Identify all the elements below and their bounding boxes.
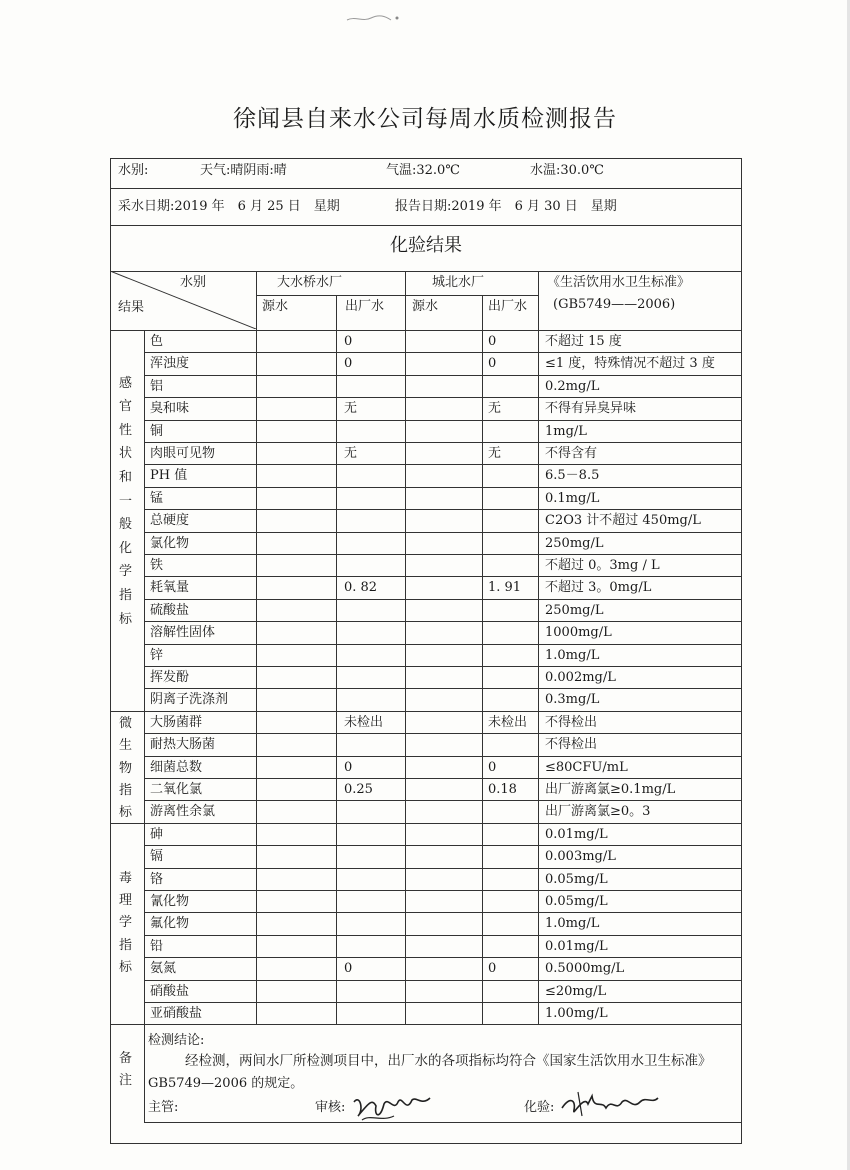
grid-line (336, 295, 337, 1024)
grid-line (405, 271, 406, 1024)
grid-line (144, 330, 145, 1122)
item-name: 氨氮 (150, 961, 177, 977)
standard-value: ≤20mg/L (545, 983, 607, 999)
grid-line (110, 225, 742, 226)
standard-value: 1.00mg/L (545, 1006, 608, 1021)
grid-line (144, 621, 742, 622)
item-name: 氰化物 (150, 894, 190, 909)
item-name: 硫酸盐 (150, 602, 190, 618)
grid-line (144, 509, 742, 510)
header-p1-source: 源水 (262, 299, 289, 314)
item-name: 铜 (150, 423, 164, 439)
standard-value: 不超过 0。3mg / L (545, 558, 660, 573)
grid-line (144, 1002, 742, 1003)
grid-line (144, 957, 742, 958)
grid-line (144, 912, 742, 913)
plant2-outlet-value: 0 (488, 961, 497, 977)
grid-line (144, 554, 742, 555)
plant1-outlet-value: 0. 82 (344, 580, 378, 596)
standard-value: 250mg/L (545, 602, 604, 618)
header-standard-code: (GB5749——2006) (553, 297, 676, 312)
report-date: 报告日期:2019 年 6 月 30 日 星期 (395, 199, 617, 214)
plant2-outlet-value: 未检出 (488, 714, 528, 730)
plant1-outlet-value: 0 (344, 759, 353, 775)
standard-value: 出厂游离氯≥0.1mg/L (545, 782, 676, 797)
item-name: 氟化物 (150, 916, 190, 932)
air-temperature: 气温:32.0℃ (386, 163, 460, 178)
item-name: 阴离子洗涤剂 (150, 692, 229, 708)
standard-value: 0.2mg/L (545, 378, 600, 394)
grid-line (144, 868, 742, 869)
item-name: 亚硝酸盐 (150, 1006, 203, 1021)
standard-value: 0.003mg/L (545, 849, 616, 865)
grid-line (144, 420, 742, 421)
item-name: PH 值 (150, 468, 188, 484)
grid-line (256, 271, 257, 1024)
standard-value: 0.1mg/L (545, 490, 600, 506)
item-name: 臭和味 (150, 401, 190, 417)
standard-value: 不得检出 (545, 737, 598, 753)
group-label-char: 理 (119, 893, 133, 908)
group-label-char: 状 (119, 446, 133, 462)
group-label-char: 官 (119, 399, 133, 415)
item-name: 细菌总数 (150, 759, 203, 775)
conclusion-label: 检测结论: (148, 1033, 205, 1048)
tester-label: 化验: (524, 1100, 555, 1115)
group-label-char: 一 (119, 493, 133, 509)
item-name: 挥发酚 (150, 670, 190, 685)
standard-value: 不得检出 (545, 714, 598, 730)
water-temperature: 水温:30.0℃ (530, 163, 604, 178)
grid-line (110, 823, 742, 824)
header-plant-chengbei: 城北水厂 (432, 275, 485, 290)
grid-line (144, 935, 742, 936)
item-name: 溶解性固体 (150, 625, 216, 641)
item-name: 色 (150, 334, 164, 349)
item-name: 硝酸盐 (150, 983, 190, 999)
plant1-outlet-value: 无 (344, 446, 358, 461)
grid-line (482, 295, 483, 1024)
item-name: 锰 (150, 490, 164, 506)
grid-line (144, 733, 742, 734)
group-label-char: 标 (119, 960, 133, 976)
grid-line (144, 1122, 742, 1123)
grid-line (256, 295, 538, 296)
header-result: 结果 (118, 300, 145, 315)
group-label-char: 毒 (119, 870, 133, 886)
group-label-char: 指 (119, 937, 133, 953)
grid-line (144, 375, 742, 376)
item-name: 铝 (150, 378, 164, 394)
item-name: 肉眼可见物 (150, 446, 216, 461)
header-p2-outlet: 出厂水 (488, 299, 528, 314)
grid-line (144, 599, 742, 600)
standard-value: 1000mg/L (545, 625, 612, 641)
standard-value: 0.5000mg/L (545, 961, 625, 977)
grid-line (144, 397, 742, 398)
group-label-char: 化 (119, 540, 133, 556)
group-label-char: 般 (119, 517, 133, 533)
grid-line (144, 778, 742, 779)
item-name: 铅 (150, 938, 164, 954)
weather-label: 天气:晴阴雨:晴 (200, 163, 287, 178)
water-type-label: 水别: (118, 163, 149, 178)
grid-line (144, 464, 742, 465)
grid-line (110, 1024, 742, 1025)
grid-line (144, 845, 742, 846)
header-standard-title: 《生活饮用水卫生标准》 (547, 275, 691, 290)
grid-line (110, 271, 742, 272)
plant1-outlet-value: 0 (344, 356, 353, 372)
grid-line (538, 271, 539, 1024)
item-name: 铬 (150, 871, 164, 887)
grid-line (144, 666, 742, 667)
item-name: 浑浊度 (150, 356, 190, 372)
grid-line (144, 532, 742, 533)
reviewer-label: 审核: (315, 1100, 346, 1115)
standard-value: 1.0mg/L (545, 916, 600, 932)
group-label-char: 性 (119, 422, 133, 438)
item-name: 总硬度 (150, 513, 190, 529)
group-label-char: 生 (119, 738, 133, 754)
grid-line (110, 188, 742, 189)
standard-value: 不超过 3。0mg/L (545, 580, 652, 596)
grid-line (144, 644, 742, 645)
plant1-outlet-value: 0 (344, 961, 353, 977)
section-title: 化验结果 (390, 235, 462, 256)
standard-value: 1.0mg/L (545, 647, 600, 663)
conclusion-line-2: GB5749—2006 的规定。 (148, 1076, 304, 1091)
plant2-outlet-value: 0 (488, 759, 497, 775)
plant2-outlet-value: 1. 91 (488, 580, 522, 596)
item-name: 镉 (150, 849, 164, 865)
standard-value: 0.05mg/L (545, 894, 608, 909)
conclusion-line-1: 经检测，两间水厂所检测项目中，出厂水的各项指标均符合《国家生活饮用水卫生标准》 (185, 1053, 712, 1069)
item-name: 耐热大肠菌 (150, 737, 216, 753)
supervisor-label: 主管: (148, 1100, 179, 1115)
group-label-char: 标 (119, 611, 133, 627)
standard-value: C2O3 计不超过 450mg/L (545, 513, 701, 529)
standard-value: 0.01mg/L (545, 938, 608, 954)
group-label-char: 指 (119, 588, 133, 603)
plant1-outlet-value: 0 (344, 334, 353, 349)
group-label-char: 和 (119, 470, 133, 485)
standard-value: ≤80CFU/mL (545, 759, 628, 775)
standard-value: 0.01mg/L (545, 826, 608, 842)
header-p2-source: 源水 (412, 299, 439, 314)
grid-line (144, 352, 742, 353)
grid-line (144, 442, 742, 443)
group-label-char: 物 (119, 760, 133, 776)
standard-value: 不超过 15 度 (545, 334, 622, 349)
header-plant-dashuiqiao: 大水桥水厂 (277, 275, 343, 290)
grid-line (144, 800, 742, 801)
plant1-outlet-value: 0.25 (344, 782, 373, 797)
report-title: 徐闻县自来水公司每周水质检测报告 (233, 106, 617, 132)
tester-signature (558, 1090, 663, 1120)
item-name: 游离性余氯 (150, 804, 216, 820)
plant1-outlet-value: 未检出 (344, 714, 384, 730)
standard-value: 不得有异臭异味 (545, 401, 637, 417)
standard-value: 0.3mg/L (545, 692, 600, 708)
item-name: 二氧化氯 (150, 782, 203, 797)
remarks-label-char: 注 (119, 1073, 133, 1088)
grid-line (144, 980, 742, 981)
item-name: 耗氧量 (150, 580, 190, 596)
item-name: 锌 (150, 647, 164, 663)
reviewer-signature (350, 1090, 435, 1124)
item-name: 砷 (150, 826, 164, 842)
standard-value: 0.002mg/L (545, 670, 616, 685)
remarks-label-char: 备 (119, 1051, 133, 1066)
plant2-outlet-value: 无 (488, 401, 502, 417)
plant2-outlet-value: 0 (488, 334, 497, 349)
item-name: 氯化物 (150, 535, 190, 551)
plant1-outlet-value: 无 (344, 401, 358, 417)
plant2-outlet-value: 0 (488, 356, 497, 372)
grid-line (144, 688, 742, 689)
group-label-char: 感 (119, 375, 133, 391)
plant2-outlet-value: 无 (488, 446, 502, 461)
grid-line (110, 711, 742, 712)
group-label-char: 标 (119, 805, 133, 821)
sampling-date: 采水日期:2019 年 6 月 25 日 星期 (118, 199, 340, 214)
header-p1-outlet: 出厂水 (345, 299, 385, 314)
group-label-char: 学 (119, 915, 133, 931)
grid-line (144, 576, 742, 577)
scan-smudge (345, 12, 405, 24)
item-name: 大肠菌群 (150, 714, 203, 730)
standard-value: 6.5－8.5 (545, 468, 600, 484)
standard-value: 250mg/L (545, 535, 604, 551)
standard-value: 0.05mg/L (545, 871, 608, 887)
group-label-char: 指 (119, 783, 133, 798)
group-label-char: 微 (119, 715, 133, 731)
grid-line (144, 487, 742, 488)
header-water-type: 水别 (180, 275, 207, 290)
plant2-outlet-value: 0.18 (488, 782, 517, 797)
standard-value: 1mg/L (545, 423, 587, 439)
standard-value: 出厂游离氯≥0。3 (545, 804, 651, 820)
grid-line (144, 756, 742, 757)
grid-line (144, 890, 742, 891)
grid-line (110, 330, 742, 331)
standard-value: 不得含有 (545, 446, 598, 461)
standard-value: ≤1 度，特殊情况不超过 3 度 (545, 356, 715, 372)
item-name: 铁 (150, 558, 164, 573)
group-label-char: 学 (119, 564, 133, 580)
